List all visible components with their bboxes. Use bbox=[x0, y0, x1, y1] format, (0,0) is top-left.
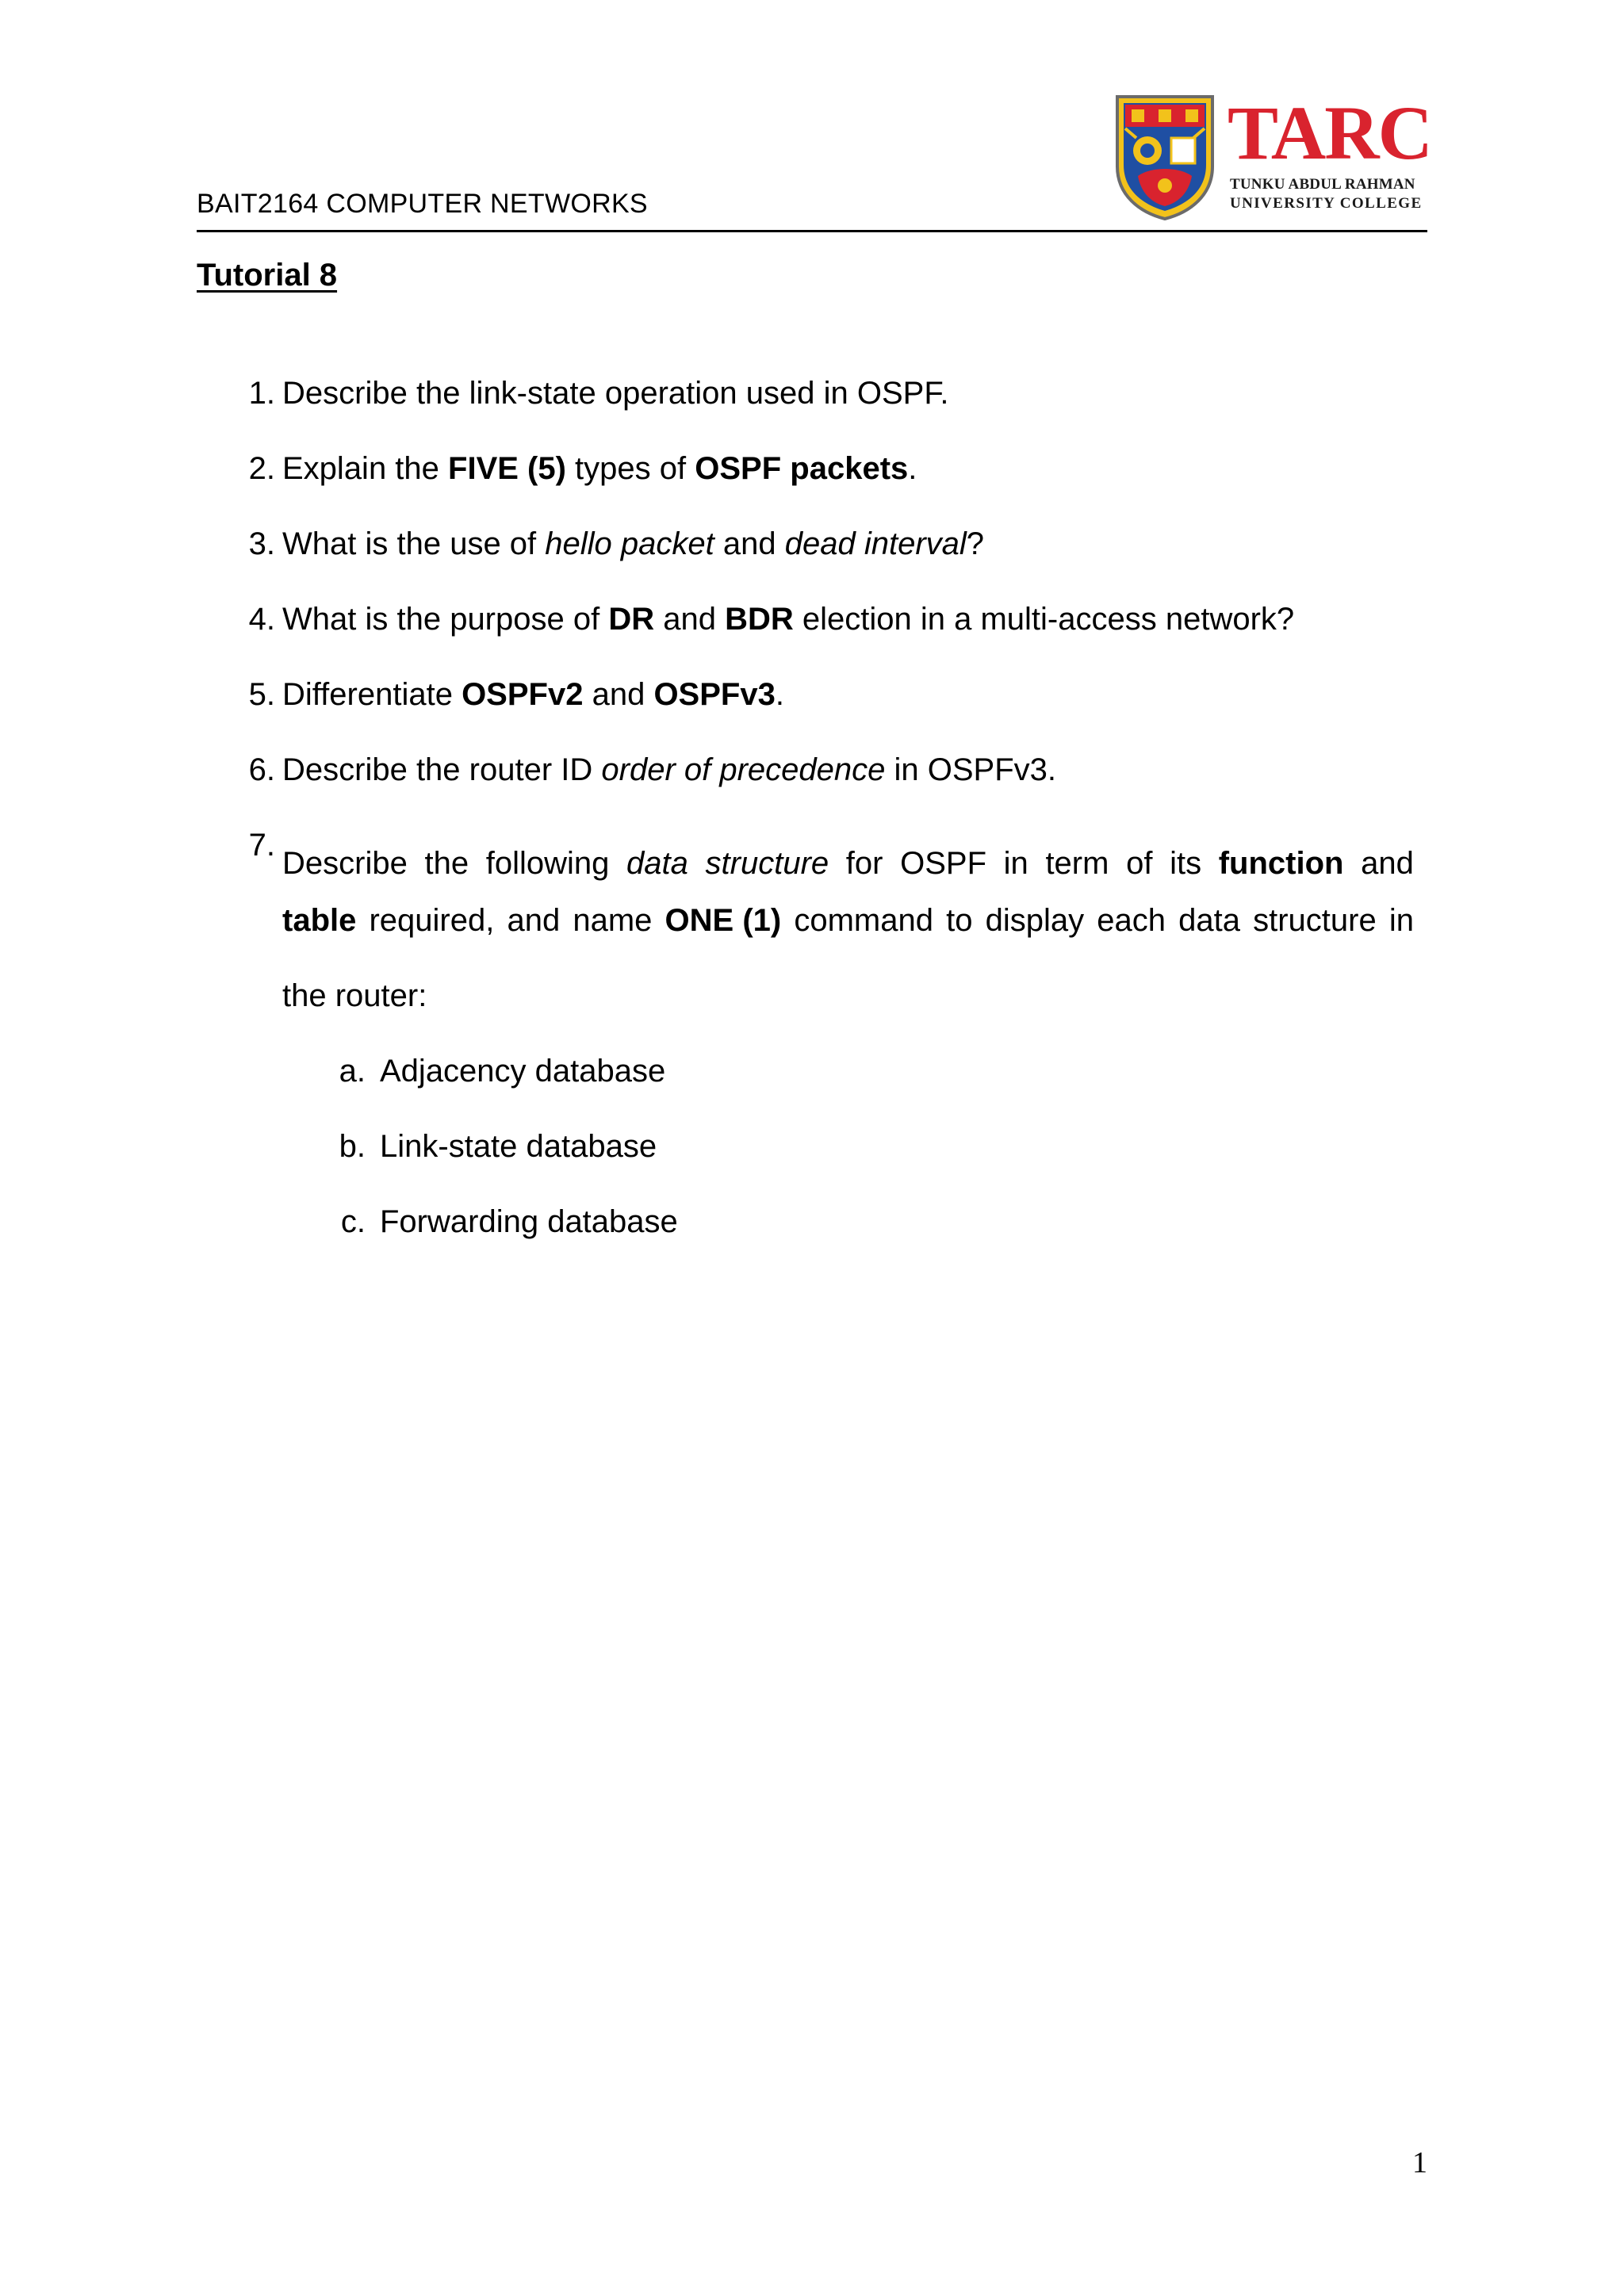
question-text-segment: types of bbox=[565, 451, 695, 486]
question-text-segment: OSPF packets bbox=[695, 451, 909, 486]
question-text bbox=[282, 751, 1056, 789]
question-text-segment: Differentiate bbox=[282, 677, 462, 712]
question-line bbox=[282, 901, 1414, 939]
question-number: 5. bbox=[248, 677, 275, 712]
question-word: data bbox=[626, 846, 688, 881]
question-text-segment: What is the use of bbox=[282, 526, 546, 561]
sub-item-text: Link-state database bbox=[380, 1129, 657, 1164]
question-word: data bbox=[1178, 903, 1240, 938]
question-word: command bbox=[794, 903, 933, 938]
question-number: 4. bbox=[248, 602, 275, 637]
university-logo bbox=[1114, 90, 1431, 220]
logo-subtitle-line1: TUNKU ABDUL RAHMAN bbox=[1230, 176, 1415, 193]
question-text-segment: order of precedence bbox=[601, 752, 886, 787]
question-word: its bbox=[1170, 846, 1202, 881]
question-text-segment: DR bbox=[608, 602, 655, 637]
logo-wordmark: TARC bbox=[1228, 90, 1431, 175]
question-text-segment: and bbox=[654, 602, 726, 637]
question-word: Describe bbox=[282, 846, 408, 881]
question-word: in bbox=[1003, 846, 1028, 881]
question-word: for bbox=[845, 846, 883, 881]
question-word: and bbox=[507, 903, 561, 938]
question-word: OSPF bbox=[900, 846, 987, 881]
question-text bbox=[282, 374, 948, 412]
page-title: Tutorial 8 bbox=[197, 258, 338, 293]
question-text-segment: ? bbox=[966, 526, 985, 561]
question-word: and bbox=[1361, 846, 1414, 881]
sub-item-letter: a. bbox=[339, 1054, 366, 1089]
sub-item-letter: c. bbox=[340, 1204, 366, 1239]
question-word: each bbox=[1097, 903, 1166, 938]
question-word: the bbox=[424, 846, 469, 881]
sub-item-letter: b. bbox=[339, 1129, 366, 1164]
question-number: 3. bbox=[248, 526, 275, 561]
question-word: structure bbox=[1253, 903, 1377, 938]
question-word: ONE (1) bbox=[665, 903, 782, 938]
question-text bbox=[282, 675, 784, 714]
question-text-segment: OSPFv3 bbox=[653, 677, 776, 712]
course-header: BAIT2164 COMPUTER NETWORKS bbox=[197, 189, 648, 219]
header-divider bbox=[197, 230, 1427, 232]
question-text-segment: Describe the link-state operation used in OSPF. bbox=[282, 376, 949, 411]
question-text bbox=[282, 600, 1294, 638]
question-word: display bbox=[985, 903, 1085, 938]
question-word: of bbox=[1126, 846, 1153, 881]
question-text-segment: FIVE (5) bbox=[448, 451, 566, 486]
question-word: name bbox=[573, 903, 653, 938]
question-word: term bbox=[1045, 846, 1109, 881]
question-number: 1. bbox=[248, 376, 275, 411]
question-word: structure bbox=[705, 846, 829, 881]
question-text-segment: hello packet bbox=[545, 526, 714, 561]
question-word: function bbox=[1218, 846, 1344, 881]
question-word: required, bbox=[369, 903, 495, 938]
logo-subtitle-line2: UNIVERSITY COLLEGE bbox=[1230, 195, 1423, 212]
question-number: 6. bbox=[248, 752, 275, 787]
question-text-segment: dead interval bbox=[784, 526, 967, 561]
crest-icon bbox=[1114, 94, 1216, 220]
question-word: in bbox=[1388, 903, 1414, 938]
question-word: table bbox=[282, 903, 357, 938]
question-text-segment: in OSPFv3. bbox=[885, 752, 1057, 787]
question-line bbox=[282, 826, 1414, 901]
question-line: the router: bbox=[282, 978, 427, 1013]
question-text-segment: . bbox=[775, 677, 784, 712]
question-text-segment: OSPFv2 bbox=[462, 677, 584, 712]
question-text-segment: Describe the router ID bbox=[282, 752, 602, 787]
question-text-segment: election in a multi-access network? bbox=[793, 602, 1295, 637]
sub-item-text: Forwarding database bbox=[380, 1204, 678, 1239]
question-text-segment: and bbox=[714, 526, 785, 561]
question-text-segment: BDR bbox=[725, 602, 794, 637]
question-number: 2. bbox=[248, 451, 275, 486]
question-text bbox=[282, 525, 984, 563]
question-text-segment: . bbox=[908, 451, 917, 486]
question-text bbox=[282, 450, 917, 488]
question-text-segment: and bbox=[583, 677, 654, 712]
question-text-segment: Explain the bbox=[282, 451, 449, 486]
page-number: 1 bbox=[1412, 2146, 1427, 2179]
question-word: to bbox=[946, 903, 973, 938]
question-word: following bbox=[485, 846, 610, 881]
sub-item-text: Adjacency database bbox=[380, 1054, 666, 1089]
question-number: 7. bbox=[248, 828, 275, 863]
question-text-segment: What is the purpose of bbox=[282, 602, 609, 637]
